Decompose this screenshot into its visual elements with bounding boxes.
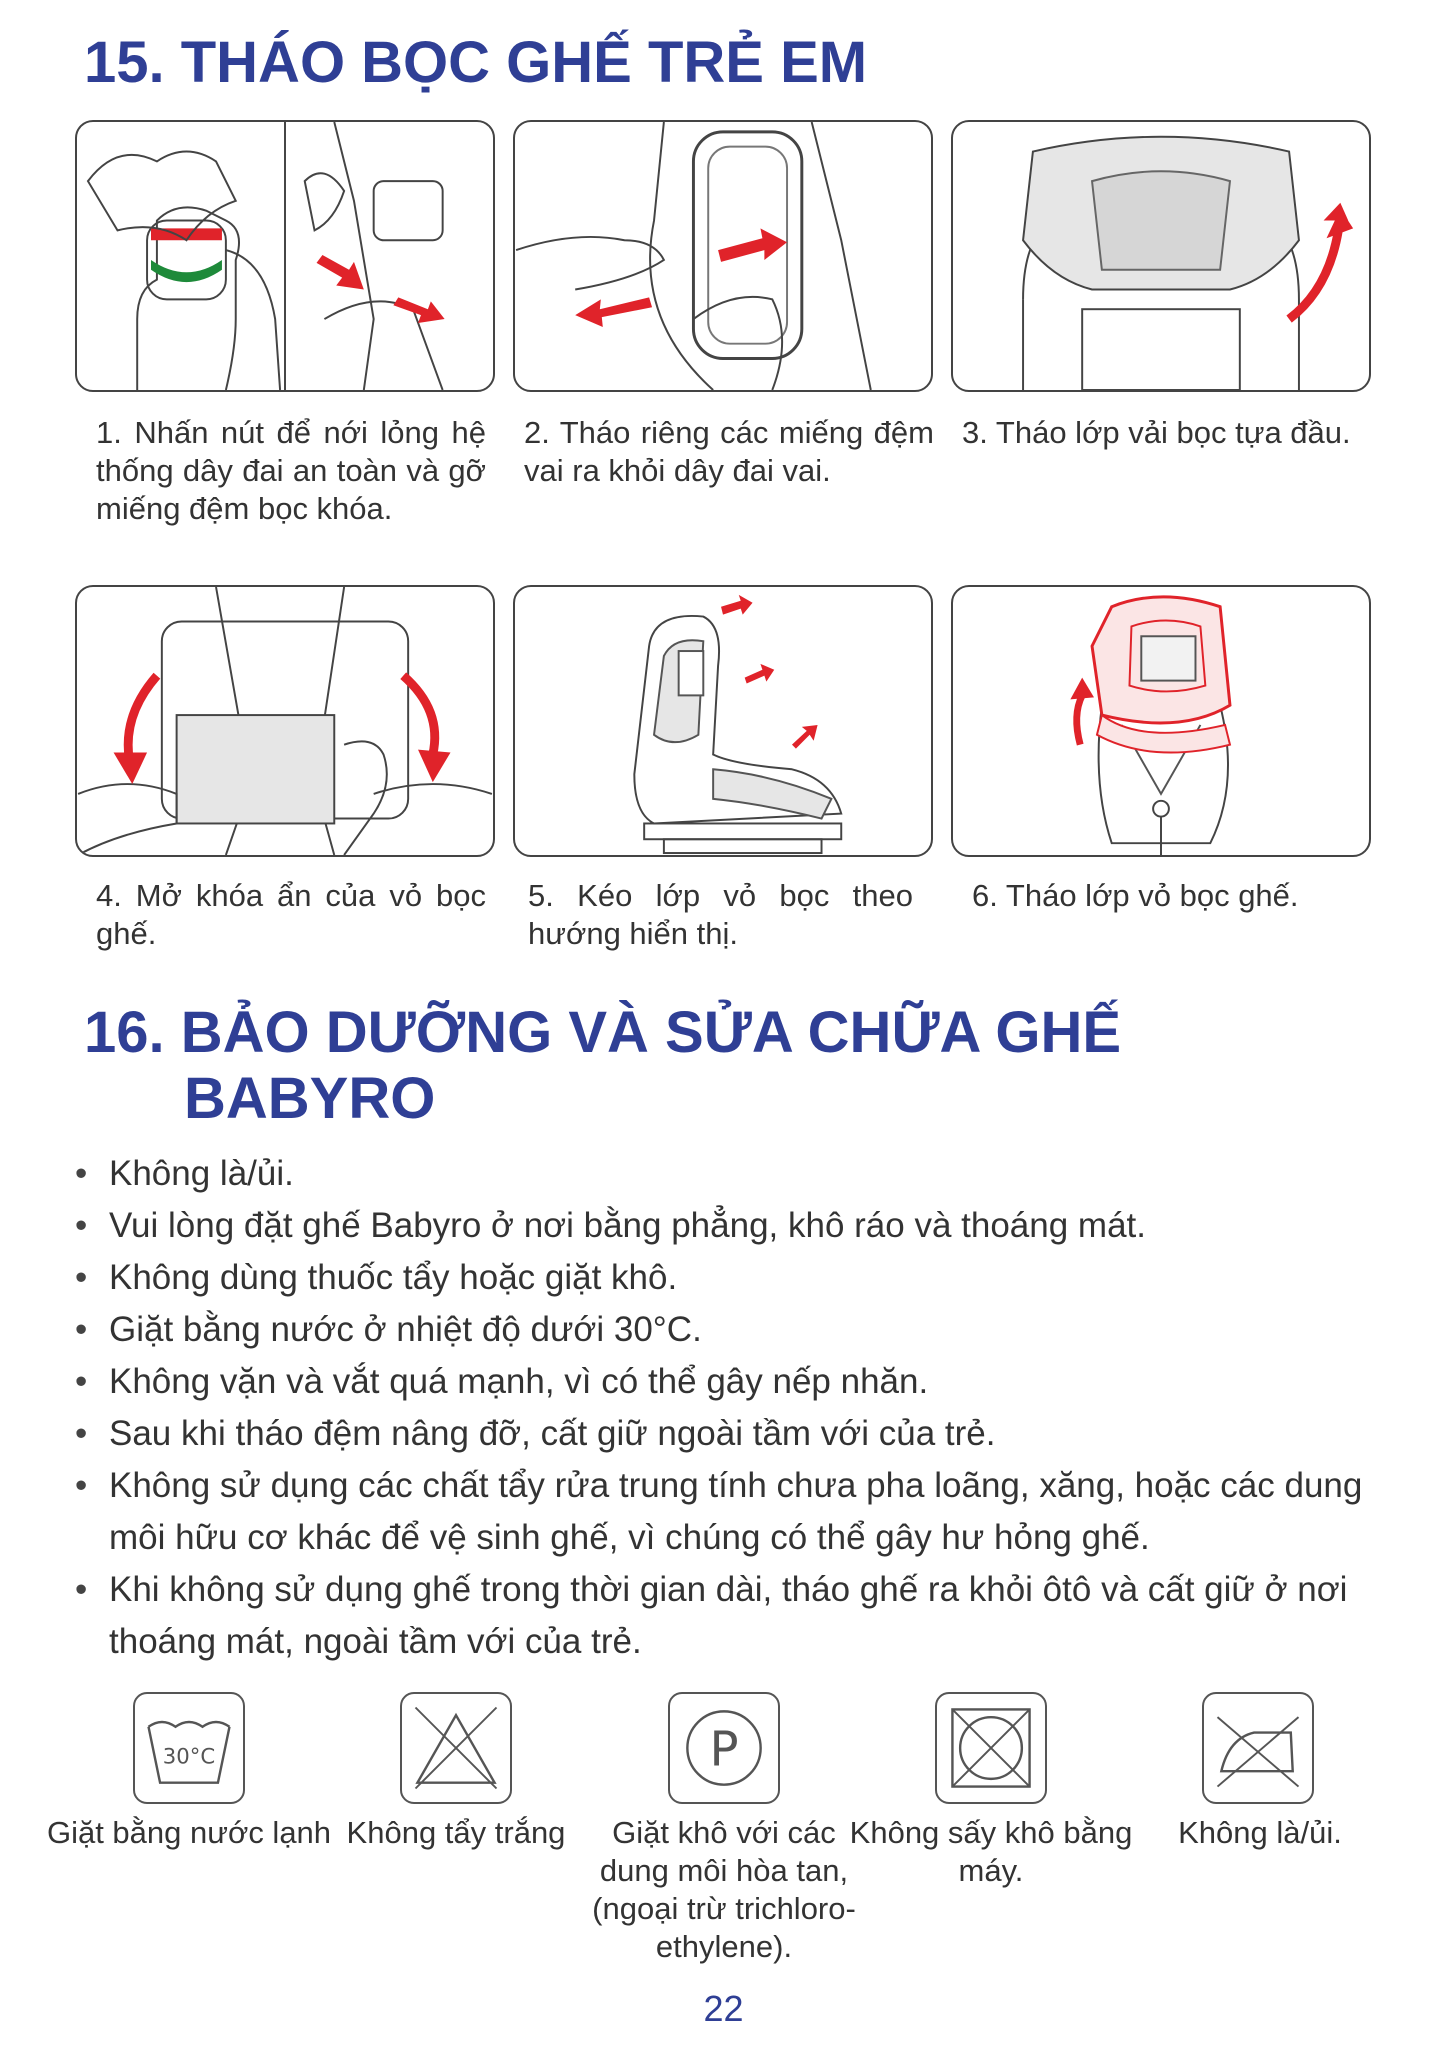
no-tumble-dry-label: Không sấy khô bằng máy. — [849, 1815, 1133, 1888]
section-16-title — [84, 1000, 1121, 1132]
section-15-title: 15. THÁO BỌC GHẾ TRẺ EM — [84, 30, 868, 95]
step-5-illustration — [513, 585, 933, 857]
remove-seat-cover-illustration — [953, 587, 1369, 855]
bullet: • — [75, 1154, 88, 1193]
list-item-text: Giặt bằng nước ở nhiệt độ dưới 30°C. — [109, 1310, 702, 1349]
bullet: • — [75, 1570, 88, 1609]
step-5-caption: 5. Kéo lớp vỏ bọc theo hướng hiển thị. — [528, 878, 913, 951]
list-item-text: Vui lòng đặt ghế Babyro ở nơi bằng phẳng, khô ráo và thoáng mát. — [109, 1206, 1146, 1245]
page-number: 22 — [703, 1988, 744, 2029]
step-4-illustration — [75, 585, 495, 857]
list-item — [75, 1564, 1405, 1668]
step-2-illustration — [513, 120, 933, 392]
unlock-harness-illustration — [77, 122, 493, 390]
step-3-illustration — [951, 120, 1371, 392]
list-item — [75, 1408, 1405, 1460]
step-6-illustration — [951, 585, 1371, 857]
no-tumble-dry-icon — [935, 1692, 1047, 1804]
step-1-caption: 1. Nhấn nút để nới lỏng hệ thống dây đai an toàn và gỡ miếng đệm bọc khóa. — [96, 415, 486, 526]
no-iron-icon — [1202, 1692, 1314, 1804]
wash-cold-label: Giặt bằng nước lạnh — [46, 1815, 332, 1850]
bullet: • — [75, 1206, 88, 1245]
list-item — [75, 1304, 1405, 1356]
list-item — [75, 1148, 1405, 1200]
list-item-text: Không dùng thuốc tẩy hoặc giặt khô. — [109, 1258, 678, 1297]
list-item — [75, 1460, 1405, 1564]
section-16-title-line2: BABYRO — [184, 1066, 436, 1131]
no-bleach-label: Không tẩy trắng — [346, 1815, 566, 1850]
headrest-cover-illustration — [953, 122, 1369, 390]
care-instructions-list — [75, 1148, 1405, 1668]
dry-clean-p-icon — [668, 1692, 780, 1804]
wash-30-icon — [133, 1692, 245, 1804]
step-3-caption: 3. Tháo lớp vải bọc tựa đầu. — [962, 415, 1351, 450]
no-iron-label: Không là/ủi. — [1178, 1815, 1342, 1850]
step-4-caption: 4. Mở khóa ẩn của vỏ bọc ghế. — [96, 878, 486, 951]
list-item — [75, 1252, 1405, 1304]
list-item — [75, 1200, 1405, 1252]
bullet: • — [75, 1258, 88, 1297]
bullet: • — [75, 1414, 88, 1453]
list-item-text: Khi không sử dụng ghế trong thời gian dài, tháo ghế ra khỏi ôtô và cất giữ ở nơi thoáng mát, ngoài tầm với của trẻ. — [109, 1570, 1348, 1661]
no-bleach-icon — [400, 1692, 512, 1804]
list-item-text: Không sử dụng các chất tẩy rửa trung tính chưa pha loãng, xăng, hoặc các dung môi hữu cơ khác để vệ sinh ghế, vì chúng có thể gây hư hỏng ghế. — [109, 1466, 1363, 1557]
list-item-text: Không là/ủi. — [109, 1154, 294, 1193]
step-6-caption: 6. Tháo lớp vỏ bọc ghế. — [972, 878, 1299, 913]
list-item — [75, 1356, 1405, 1408]
dry-clean-letter: P — [709, 1721, 739, 1778]
section-16-title-line1: 16. BẢO DƯỠNG VÀ SỬA CHỮA GHẾ — [84, 1000, 1122, 1065]
pull-cover-illustration — [515, 587, 931, 855]
step-1-illustration — [75, 120, 495, 392]
bullet: • — [75, 1466, 88, 1505]
wash-temperature: 30°C — [162, 1744, 216, 1770]
shoulder-pad-illustration — [515, 122, 931, 390]
step-2-caption: 2. Tháo riêng các miếng đệm vai ra khỏi dây đai vai. — [524, 415, 934, 488]
list-item-text: Sau khi tháo đệm nâng đỡ, cất giữ ngoài tầm với của trẻ. — [109, 1414, 996, 1453]
bullet: • — [75, 1362, 88, 1401]
hidden-zipper-illustration — [77, 587, 493, 855]
list-item-text: Không vặn và vắt quá mạnh, vì có thể gây nếp nhăn. — [109, 1362, 929, 1401]
dry-clean-label: Giặt khô với các dung môi hòa tan, (ngoại trừ trichloro-ethylene). — [592, 1815, 856, 1964]
bullet: • — [75, 1310, 88, 1349]
